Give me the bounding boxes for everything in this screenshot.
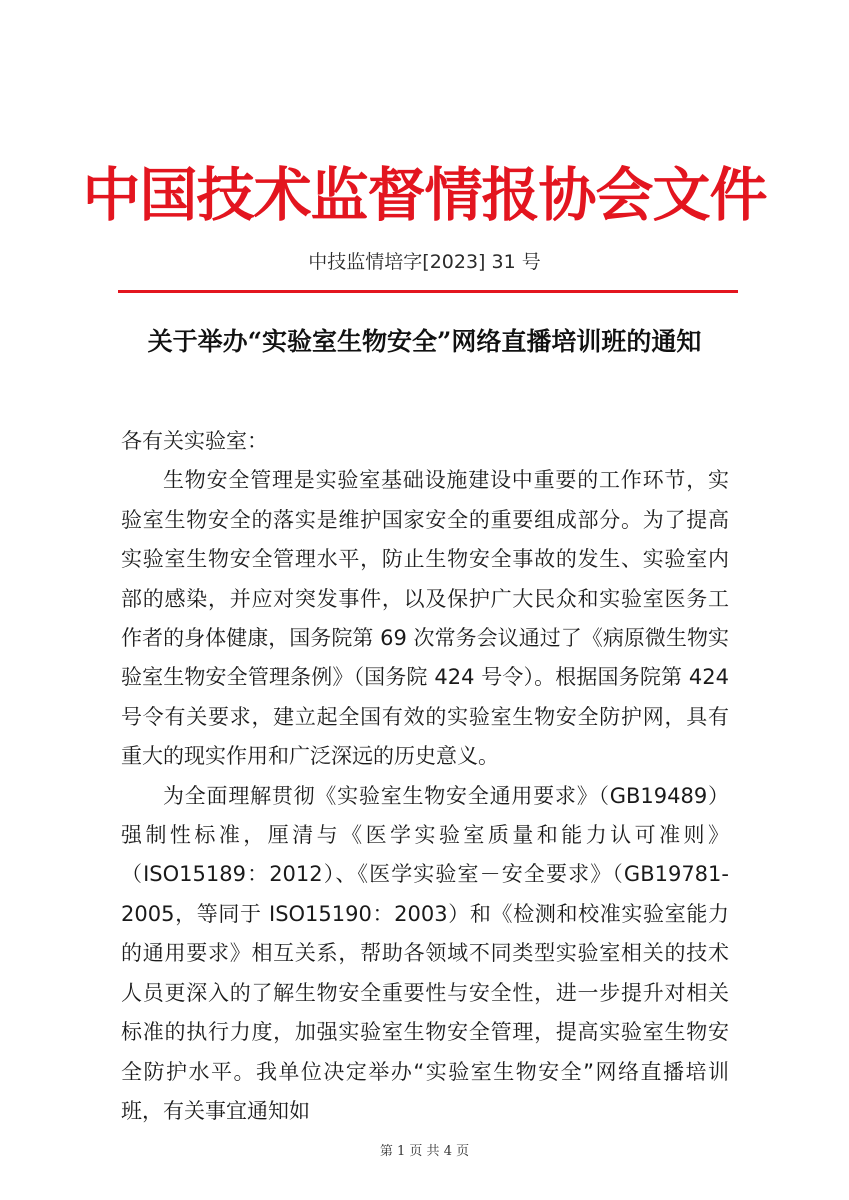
page-footer: 第 1 页 共 4 页 [379, 1144, 470, 1159]
document-body [121, 422, 729, 1131]
organization-letterhead-title: 中国技术监督情报协会文件 [82, 161, 767, 229]
body-paragraph-1: 生物安全管理是实验室基础设施建设中重要的工作环节，实验室生物安全的落实是维护国家安全的重要组成部分。为了提高实验室生物安全管理水平，防止生物安全事故的发生、实验室内部的感染，并应对突发事件，以及保护广大民众和实验室医务工作者的身体健康，国务院第 69 次常务会议通过了《病原微生物实验室生物安全管理条例》（国务院 424 号令）。根据国务院第 424 号令有关要求，建立起全国有效的实验室生物安全防护网，具有重大的现实作用和广泛深远的历史意义。 [121, 468, 729, 769]
body-paragraph-2: 为全面理解贯彻《实验室生物安全通用要求》（GB19489）强制性标准，厘清与《医学实验室质量和能力认可准则》（ISO15189：2012）、《医学实验室－安全要求》（GB19781-2005，等同于 ISO15190：2003）和《检测和校准实验室能力的通用要求》相互关系，帮助各领域不同类型实验室相关的技术人员更深入的了解生物安全重要性与安全性，进一步提升对相关标准的执行力度，加强实验室生物安全管理，提高实验室生物安全防护水平。我单位决定举办“实验室生物安全”网络直播培训班，有关事宜通知如 [121, 783, 729, 1123]
document-number: 中技监情培字[2023] 31 号 [308, 251, 541, 273]
red-divider-line [118, 290, 738, 293]
notice-title: 关于举办“实验室生物安全”网络直播培训班的通知 [147, 327, 702, 356]
salutation: 各有关实验室： [121, 429, 268, 453]
